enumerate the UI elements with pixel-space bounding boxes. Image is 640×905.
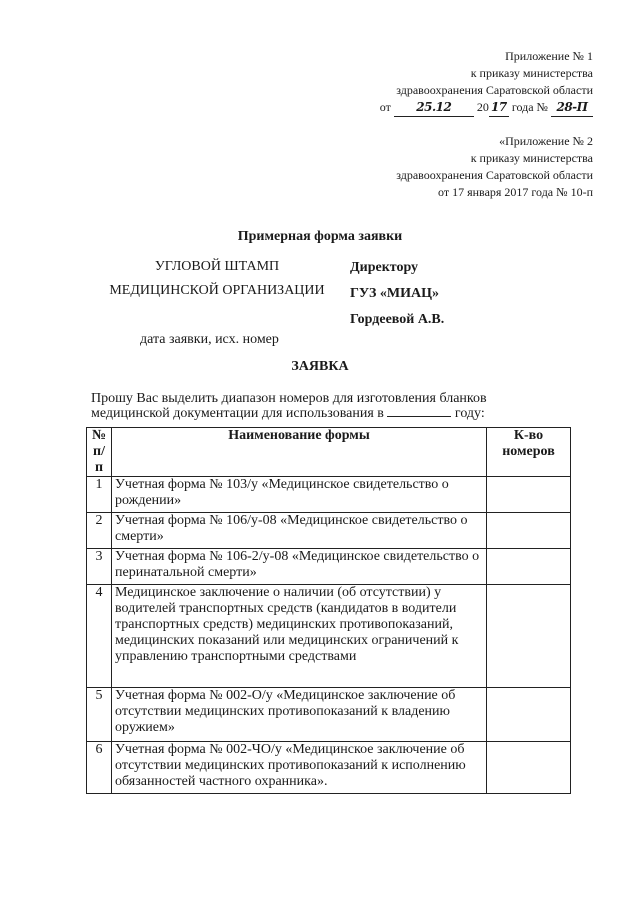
row-num: 2 — [87, 513, 112, 549]
addressee-name: Гордеевой А.В. — [350, 312, 445, 327]
table-row — [87, 477, 571, 513]
forms-table — [86, 427, 571, 794]
date-prefix: от — [379, 100, 391, 114]
table-row — [87, 513, 571, 549]
row-count — [487, 513, 571, 549]
appendix-2-ministry: здравоохранения Саратовской области — [396, 168, 593, 182]
row-form-name: Учетная форма № 106/у-08 «Медицинское свидетельство о смерти» — [112, 513, 487, 549]
application-date-ref: дата заявки, исх. номер — [140, 332, 279, 347]
row-form-name: Учетная форма № 002-О/у «Медицинское заключение об отсутствии медицинских противопоказаний к владению оружием» — [112, 688, 487, 742]
row-count — [487, 688, 571, 742]
year-blank-field — [387, 416, 451, 417]
row-count — [487, 549, 571, 585]
header-count: К-во номеров — [487, 428, 571, 477]
addressee-block — [350, 255, 444, 333]
appendix-1-date-line — [380, 99, 593, 117]
appendix-1-ministry: здравоохранения Саратовской области — [396, 83, 593, 97]
table-row — [87, 742, 571, 794]
row-count — [487, 477, 571, 513]
header-name: Наименование формы — [112, 428, 487, 477]
appendix-1-block — [380, 48, 593, 117]
table-row — [87, 585, 571, 688]
header-num: № п/п — [87, 428, 112, 477]
application-intro — [91, 391, 561, 421]
row-num: 4 — [87, 585, 112, 688]
handwritten-date: 25.12 — [394, 99, 474, 117]
table-header-row — [87, 428, 571, 477]
addressee-organization: ГУЗ «МИАЦ» — [350, 286, 439, 301]
stamp-line-2: МЕДИЦИНСКОЙ ОРГАНИЗАЦИИ — [109, 283, 325, 298]
intro-text: Прошу Вас выделить диапазон номеров для изготовления бланков медицинской документации для использования в — [91, 391, 487, 421]
row-num: 5 — [87, 688, 112, 742]
intro-text-end: году: — [454, 406, 485, 421]
appendix-2-order: к приказу министерства — [470, 151, 593, 165]
row-form-name: Учетная форма № 106-2/у-08 «Медицинское свидетельство о перинатальной смерти» — [112, 549, 487, 585]
year-prefix: 20 — [476, 100, 489, 114]
row-form-name: Медицинское заключение о наличии (об отсутствии) у водителей транспортных средств (кандидатов в водители транспортных средств) медицинских противопоказаний, медицинских показаний или медицинских ограничений к управлению транспортными средствами — [112, 585, 487, 688]
handwritten-order-number: 28-П — [551, 99, 593, 117]
handwritten-year: 17 — [489, 99, 509, 117]
row-form-name: Учетная форма № 103/у «Медицинское свидетельство о рождении» — [112, 477, 487, 513]
stamp-line-1: УГЛОВОЙ ШТАМП — [154, 259, 280, 274]
addressee-position: Директору — [350, 260, 419, 275]
row-count — [487, 742, 571, 794]
row-count — [487, 585, 571, 688]
appendix-2-date: от 17 января 2017 года № 10-п — [438, 185, 593, 199]
appendix-1-order: к приказу министерства — [470, 66, 593, 80]
appendix-2-title: «Приложение № 2 — [499, 134, 593, 148]
row-form-name: Учетная форма № 002-ЧО/у «Медицинское заключение об отсутствии медицинских противопоказаний к исполнению обязанностей частного охранника». — [112, 742, 487, 794]
appendix-2-block — [396, 133, 593, 201]
table-row — [87, 549, 571, 585]
row-num: 6 — [87, 742, 112, 794]
table-row — [87, 688, 571, 742]
row-num: 1 — [87, 477, 112, 513]
application-heading: ЗАЯВКА — [291, 359, 349, 374]
year-suffix: года № — [511, 100, 548, 114]
form-title: Примерная форма заявки — [237, 229, 403, 244]
corner-stamp — [92, 255, 342, 303]
row-num: 3 — [87, 549, 112, 585]
appendix-1-title: Приложение № 1 — [505, 49, 593, 63]
